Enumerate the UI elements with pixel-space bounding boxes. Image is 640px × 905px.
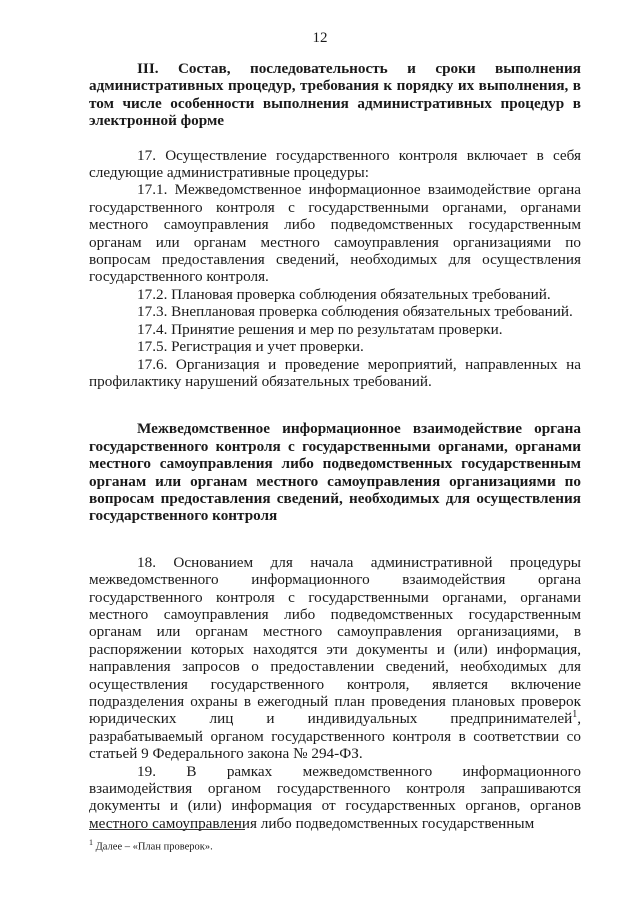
paragraph-18-text: 18. Основанием для начала административной процедуры межведомственного информационного взаимодействия органа государственного контроля с государственными органами, органами местного самоуправления либо подведомственных государственным органам или органам местного самоуправления организациями, в распоряжении которых находятся эти документы и (или) информация, направления запросов о предоставлении сведений, необходимых для осуществления государственного контроля, является включение подразделения охраны в ежегодный план проведения плановых проверок юридических лиц и индивидуальных предпринимателей: [89, 553, 581, 728]
paragraph-18: [89, 554, 581, 763]
paragraph-17-3: 17.3. Внеплановая проверка соблюдения обязательных требований.: [137, 303, 573, 321]
paragraph-17: 17. Осуществление государственного контроля включает в себя следующие административные процедуры:: [89, 146, 581, 182]
paragraph-18-tail: , разрабатываемый органом государственного контроля в соответствии со статьей 9 Федерального закона № 294-ФЗ.: [89, 710, 581, 763]
footnote-reference: 1: [572, 709, 578, 721]
page-content: [89, 60, 581, 832]
footnote-text: Далее – «План проверок».: [93, 841, 213, 853]
paragraph-17-2: 17.2. Плановая проверка соблюдения обязательных требований.: [137, 285, 551, 303]
footnote-mark: 1: [89, 838, 93, 847]
paragraph-17-4: 17.4. Принятие решения и мер по результатам проверки.: [137, 320, 503, 338]
footnote-divider: [89, 829, 245, 830]
paragraph-17-5: 17.5. Регистрация и учет проверки.: [137, 338, 364, 356]
footnote: [89, 836, 569, 854]
page-number: 12: [312, 30, 328, 46]
paragraph-19: 19. В рамках межведомственного информационного взаимодействия органом государственного контроля запрашиваются документы и (или) информация от государственных органов, органов местного самоуправления либо подведомственных государственным: [89, 762, 581, 832]
paragraph-17-1: 17.1. Межведомственное информационное взаимодействие органа государственного контроля с государственными органами, органами местного самоуправления либо подведомственных государственным органам или органам местного самоуправления организациями по вопросам предоставления сведений, необходимых для осуществления государственного контроля.: [89, 181, 581, 286]
paragraph-17-6: 17.6. Организация и проведение мероприятий, направленных на профилактику нарушений обязательных требований.: [89, 355, 581, 390]
sub-heading-interaction: Межведомственное информационное взаимодействие органа государственного контроля с государственными органами, органами местного самоуправления либо подведомственных государственным органам или органам местного самоуправления организациями по вопросам предоставления сведений, необходимых для осуществления государственного контроля: [89, 420, 581, 525]
section-heading: III. Состав, последовательность и сроки выполнения административных процедур, требования к порядку их выполнения, в том числе особенности выполнения административных процедур в электронной форме: [89, 60, 581, 130]
